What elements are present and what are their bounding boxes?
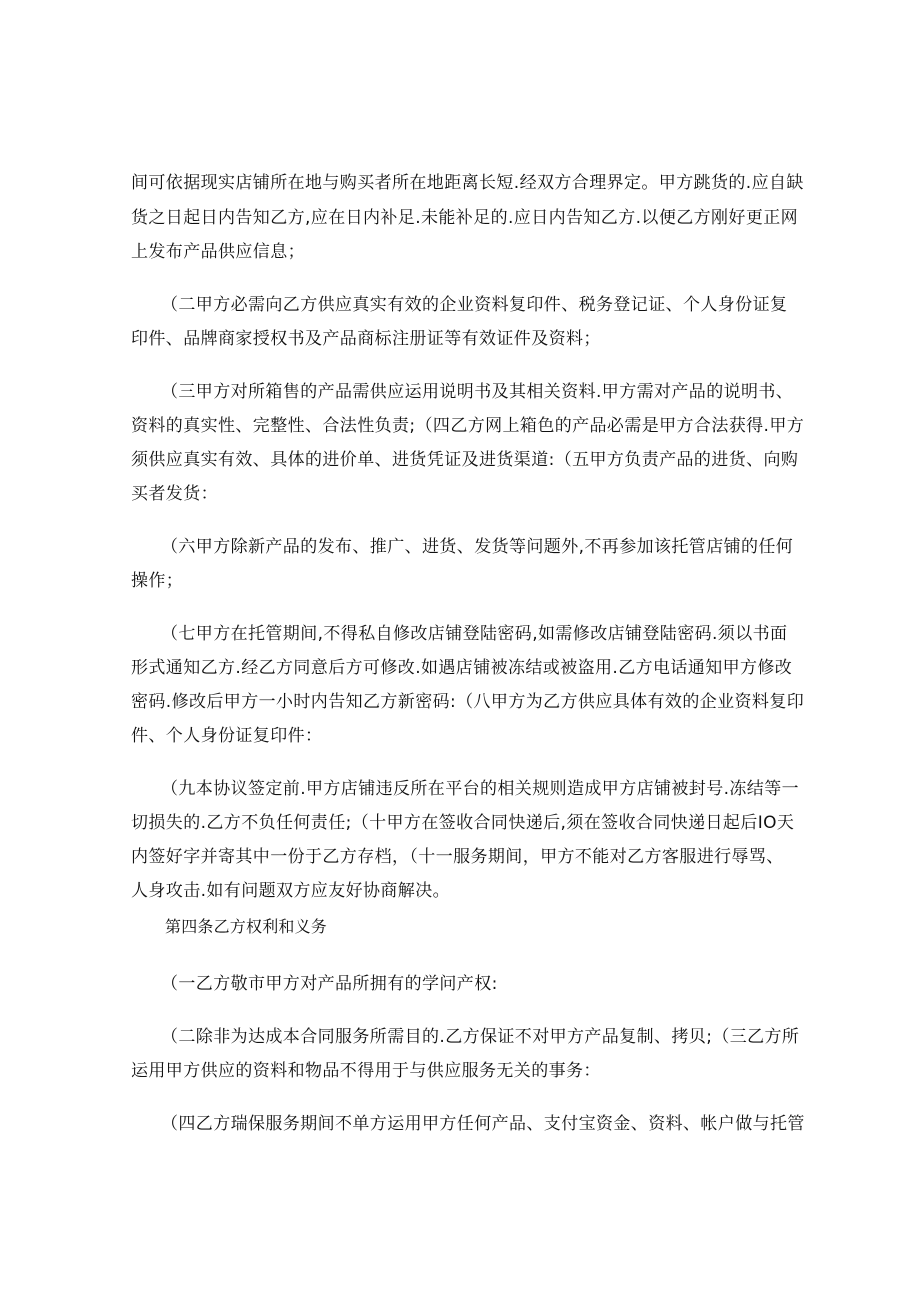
text-line: 内签好字并寄其中一份于乙方存档，（十一服务期间，甲方不能对乙方客服进行辱骂、 bbox=[131, 847, 784, 867]
text-line: 上发布产品供应信息； bbox=[131, 242, 305, 262]
text-line: 人身攻击.如有问题双方应友好协商解决。 bbox=[131, 881, 451, 901]
text-line: 须供应真实有效、具体的进价单、进货凭证及进货渠道:（五甲方负责产品的进货、向购 bbox=[131, 450, 799, 470]
text-line: 间可依据现实店铺所在地与购买者所在地距离长短.经双方合理界定。甲方跳货的.应自缺 bbox=[131, 173, 804, 193]
text-line: 运用甲方供应的资料和物品不得用于与供应服务无关的事务： bbox=[131, 1061, 601, 1081]
text-line: 操作； bbox=[131, 571, 184, 591]
article-4-heading: 第四条乙方权利和义务 bbox=[165, 917, 328, 936]
text-line: （六甲方除新产品的发布、推广、进货、发货等问题外,不再参加该托管店铺的任何 bbox=[161, 537, 794, 557]
text-line: 货之日起日内告知乙方,应在日内补足.未能补足的.应日内告知乙方.以便乙方刚好更正网 bbox=[131, 208, 799, 228]
text-line: 切损失的.乙方不负任何责任;（十甲方在签收合同快递后,须在签收合同快递日起后IO天 bbox=[131, 813, 795, 833]
text-line: （七甲方在托管期间,不得私自修改店铺登陆密码,如需修改店铺登陆密码.须以书面 bbox=[161, 624, 788, 644]
text-line: （二甲方必需向乙方供应真实有效的企业资料复印件、税务登记证、个人身份证复 bbox=[161, 295, 788, 315]
text-line: （四乙方瑞保服务期间不单方运用甲方任何产品、支付宝资金、资料、帐户做与托管 bbox=[161, 1114, 805, 1134]
text-line: （二除非为达成本合同服务所需目的.乙方保证不对甲方产品复制、拷贝;（三乙方所 bbox=[161, 1027, 800, 1047]
text-line: 密码.修改后甲方一小时内告知乙方新密码:（八甲方为乙方供应具体有效的企业资料复印 bbox=[131, 692, 805, 712]
text-line: 形式通知乙方.经乙方同意后方可修改.如遇店铺被冻结或被盗用.乙方电话通知甲方修改 bbox=[131, 658, 793, 678]
text-line: 印件、品牌商家授权书及产品商标注册证等有效证件及资料； bbox=[131, 329, 601, 349]
text-line: 买者发货： bbox=[131, 484, 218, 504]
text-line: 资料的真实性、完整性、合法性负责;（四乙方网上箱色的产品必需是甲方合法获得.甲方 bbox=[131, 416, 805, 436]
text-line: （九本协议签定前.甲方店铺违反所在平台的相关规则造成甲方店铺被封号.冻结等一 bbox=[161, 779, 800, 799]
text-line: 件、个人身份证复印件： bbox=[131, 726, 323, 746]
text-line: （一乙方敬市甲方对产品所拥有的学问产权: bbox=[161, 974, 498, 994]
text-line: （三甲方对所箱售的产品需供应运用说明书及其相关资料.甲方需对产品的说明书、 bbox=[161, 382, 794, 402]
